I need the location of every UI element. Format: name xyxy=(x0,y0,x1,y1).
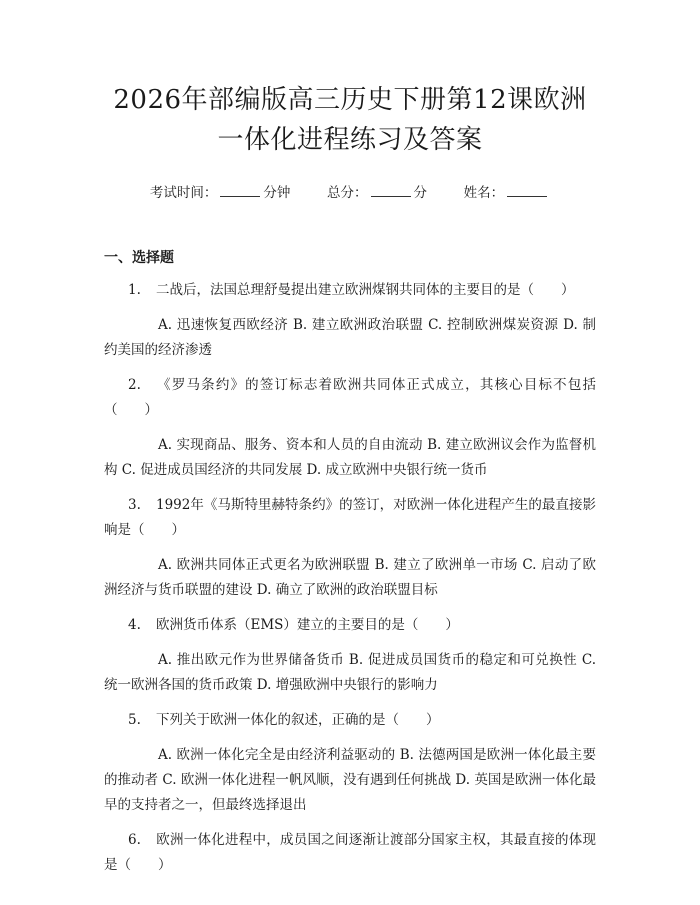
name-label: 姓名： xyxy=(463,185,505,201)
question-text: 欧洲货币体系（EMS）建立的主要目的是（ ） xyxy=(156,617,459,633)
question-number: 6. xyxy=(128,832,141,848)
time-unit: 分钟 xyxy=(263,185,291,201)
question-number: 3. xyxy=(128,497,141,513)
question-4 xyxy=(104,613,596,698)
question-text: 下列关于欧洲一体化的叙述，正确的是（ ） xyxy=(156,712,440,728)
exam-meta-line xyxy=(104,182,596,203)
section-title: 一、选择题 xyxy=(104,250,174,266)
question-stem xyxy=(104,708,596,733)
question-5 xyxy=(104,708,596,818)
question-stem xyxy=(104,613,596,638)
question-text: 《罗马条约》的签订标志着欧洲共同体正式成立，其核心目标不包括（ ） xyxy=(104,377,596,418)
document-title: 2026年部编版高三历史下册第12课欧洲一体化进程练习及答案 xyxy=(113,85,587,155)
question-options: A. 欧洲共同体正式更名为欧洲联盟 B. 建立了欧洲单一市场 C. 启动了欧洲经济与货币联盟的建设 D. 确立了欧洲的政治联盟目标 xyxy=(104,557,596,598)
question-text: 二战后，法国总理舒曼提出建立欧洲煤钢共同体的主要目的是（ ） xyxy=(156,282,575,298)
name-blank xyxy=(507,182,547,197)
question-stem xyxy=(104,373,596,423)
score-label: 总分： xyxy=(327,185,368,201)
question-1 xyxy=(104,278,596,363)
question-options: A. 迅速恢复西欧经济 B. 建立欧洲政治联盟 C. 控制欧洲煤炭资源 D. 制约美国的经济渗透 xyxy=(104,317,596,358)
time-label: 考试时间： xyxy=(149,185,218,201)
question-text: 欧洲一体化进程中，成员国之间逐渐让渡部分国家主权，其最直接的体现是（ ） xyxy=(104,832,596,873)
question-3 xyxy=(104,493,596,603)
question-stem xyxy=(104,493,596,543)
score-blank xyxy=(371,182,411,197)
question-options: A. 实现商品、服务、资本和人员的自由流动 B. 建立欧洲议会作为监督机构 C. 促进成员国经济的共同发展 D. 成立欧洲中央银行统一货币 xyxy=(104,437,596,478)
question-2 xyxy=(104,373,596,483)
question-number: 2. xyxy=(128,377,141,393)
question-options: A. 欧洲一体化完全是由经济利益驱动的 B. 法德两国是欧洲一体化最主要的推动者 C. 欧洲一体化进程一帆风顺，没有遇到任何挑战 D. 英国是欧洲一体化最早的支持者之一，但最终选择退出 xyxy=(104,747,596,813)
question-number: 1. xyxy=(128,282,141,298)
time-blank xyxy=(220,182,260,197)
question-number: 5. xyxy=(128,712,141,728)
question-options: A. 推出欧元作为世界储备货币 B. 促进成员国货币的稳定和可兑换性 C. 统一欧洲各国的货币政策 D. 增强欧洲中央银行的影响力 xyxy=(104,652,596,693)
question-text: 1992年《马斯特里赫特条约》的签订，对欧洲一体化进程产生的最直接影响是（ ） xyxy=(104,497,596,538)
question-6 xyxy=(104,828,596,878)
question-stem xyxy=(104,828,596,878)
question-number: 4. xyxy=(128,617,141,633)
score-unit: 分 xyxy=(413,185,427,201)
question-stem xyxy=(104,278,596,303)
